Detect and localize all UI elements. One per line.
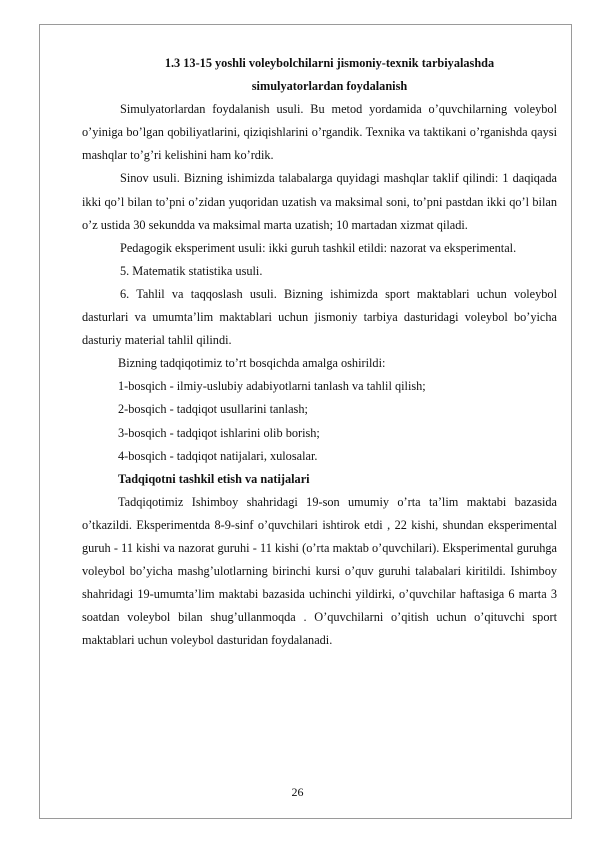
list-item: 2-bosqich - tadqiqot usullarini tanlash;	[118, 402, 308, 417]
list-item: 4-bosqich - tadqiqot natijalari, xulosalar.	[118, 448, 318, 463]
section-heading-line-2: simulyatorlardan foydalanish	[251, 79, 408, 94]
page-number: 26	[291, 785, 304, 799]
paragraph-test-method: Sinov usuli. Bizning ishimizda talabalarga quyidagi mashqlar taklif qilindi: 1 daqiqada ikki qo’l bilan to’pni o’zidan yuqoridan uzatish va maksimal soni, to’pni pastdan ikki qo’l bilan o’z ustida 30 sekundda va maksimal marta uzatish; 10 martadan xizmat qiladi.	[82, 171, 557, 232]
list-item: 3-bosqich - tadqiqot ishlarini olib borish;	[118, 425, 320, 440]
section-heading-line-1: 1.3 13-15 yoshli voleybolchilarni jismoniy-texnik tarbiyalashda	[164, 56, 495, 70]
stages-list	[82, 375, 557, 467]
page-content	[82, 52, 557, 652]
subheading: Tadqiqotni tashkil etish va natijalari	[118, 471, 310, 486]
paragraph-pedagogical-experiment: Pedagogik eksperiment usuli: ikki guruh tashkil etildi: nazorat va eksperimental.	[120, 240, 517, 255]
section-heading	[82, 52, 557, 98]
list-item: 1-bosqich - ilmiy-uslubiy adabiyotlarni tanlash va tahlil qilish;	[118, 379, 426, 394]
paragraph-statistics: 5. Matematik statistika usuli.	[120, 263, 263, 278]
paragraph-simulators: Simulyatorlardan foydalanish usuli. Bu metod yordamida o’quvchilarning voleybol o’yiniga bo’lgan qobiliyatlarini, qiziqishlarini o’rgandik. Texnika va taktikani o’rganishda qaysi mashqlar to’g’ri kelishini ham ko’rdik.	[82, 102, 557, 163]
paragraph-stages-intro: Bizning tadqiqotimiz to’rt bosqichda amalga oshirildi:	[118, 356, 386, 371]
paragraph-analysis: 6. Tahlil va taqqoslash usuli. Bizning ishimizda sport maktablari uchun voleybol dasturlari va umumta’lim maktablari uchun jismoniy tarbiya dasturidagi voleybol bo’yicha dasturiy material tahlil qilindi.	[82, 286, 557, 348]
paragraph-organization: Tadqiqotimiz Ishimboy shahridagi 19-son umumiy o’rta ta’lim maktabi bazasida o’tkazildi. Eksperimentda 8-9-sinf o’quvchilari ishtirok etdi , 22 kishi, shundan eksperimental guruh - 11 kishi va nazorat guruhi - 11 kishi (o’rta maktab o’quvchilari). Eksperimental guruhga voleybol bo’yicha mashg’ulotlarning birinchi kursi o’quv guruhi talabalari kiritildi. Ishimboy shahridagi 19-umumta’lim maktabi bazasida uchinchi yildirki, o’quvchilar haftasiga 6 marta 3 soatdan voleybol bilan shug’ullanmoqda . O’quvchilarni o’qitish uchun o’qituvchi sport maktablari uchun voleybol dasturidan foydalanadi.	[82, 494, 557, 648]
